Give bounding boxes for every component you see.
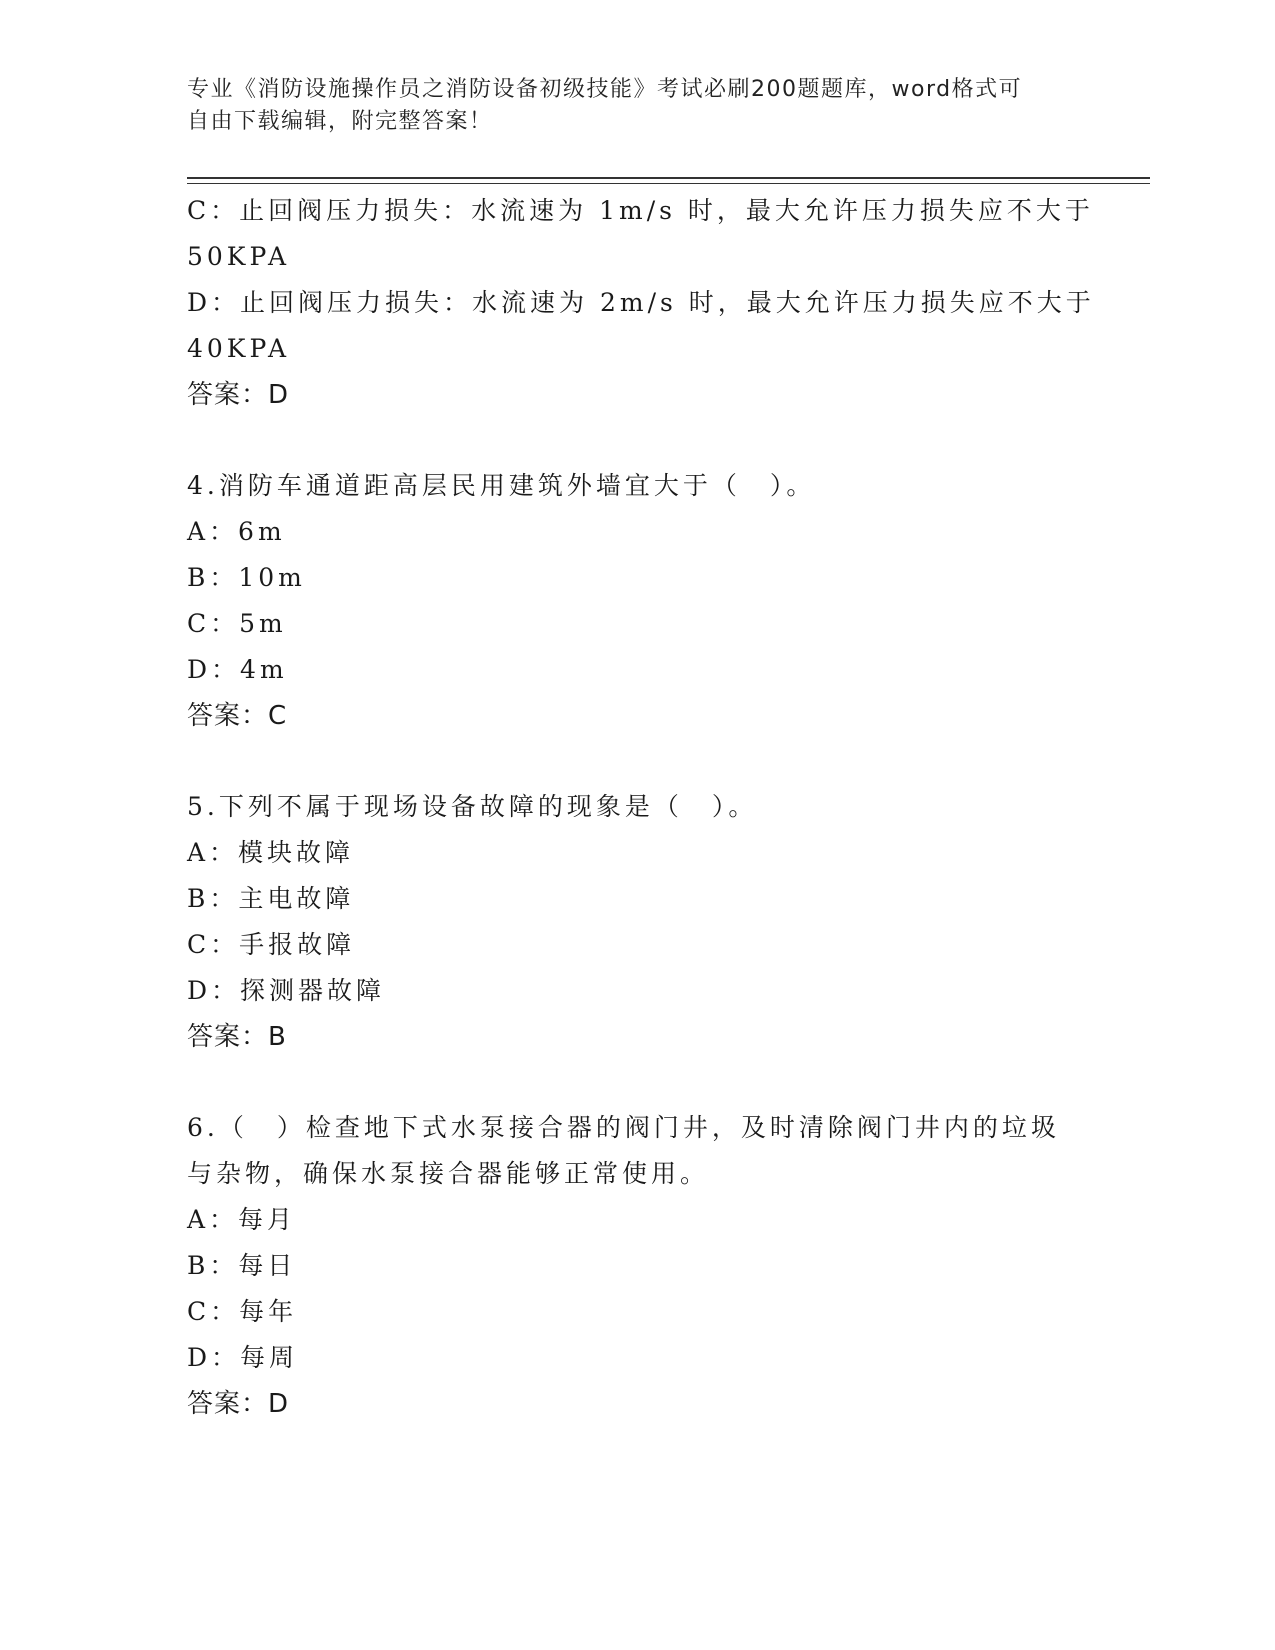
question-3-continued (187, 188, 1095, 418)
header-line-2: 自由下载编辑，附完整答案！ (187, 109, 493, 134)
option-c: C：5m (187, 609, 287, 638)
question-stem: 4.消防车通道距高层民用建筑外墙宜大于（ ）。 (187, 471, 816, 500)
question-stem-line-2: 与杂物，确保水泵接合器能够正常使用。 (187, 1159, 710, 1188)
header-line-1: 专业《消防设施操作员之消防设备初级技能》考试必刷200题题库，word格式可 (187, 77, 1023, 102)
option-d-line-2: 40KPA (187, 334, 291, 363)
option-b: B：主电故障 (187, 884, 355, 913)
option-b: B：10m (187, 563, 306, 592)
question-stem-line-1: 6.（ ）检查地下式水泵接合器的阀门井，及时清除阀门井内的垃圾 (187, 1113, 1060, 1142)
document-header (187, 74, 1067, 138)
option-c: C：手报故障 (187, 930, 356, 959)
spacer (187, 1060, 1067, 1105)
option-d: D：4m (187, 655, 288, 684)
answer-line: 答案：D (187, 1389, 290, 1419)
answer-line: 答案：D (187, 380, 290, 410)
header-rule-thick (187, 177, 1150, 179)
question-4 (187, 463, 1067, 739)
answer-line: 答案：B (187, 1022, 287, 1052)
option-a: A：模块故障 (187, 838, 355, 867)
question-stem: 5.下列不属于现场设备故障的现象是（ ）。 (187, 792, 758, 821)
question-6 (187, 1105, 1067, 1427)
option-a: A：每月 (187, 1205, 297, 1234)
question-content (187, 188, 1095, 1427)
option-a: A：6m (187, 517, 286, 546)
option-c-line-1: C：止回阀压力损失：水流速为 1m/s 时，最大允许压力损失应不大于 (187, 196, 1094, 225)
question-5 (187, 784, 1067, 1060)
header-rule-thin (187, 183, 1150, 184)
spacer (187, 739, 1067, 784)
option-c-line-2: 50KPA (187, 242, 291, 271)
option-d: D：每周 (187, 1343, 299, 1372)
option-c: C：每年 (187, 1297, 298, 1326)
option-b: B：每日 (187, 1251, 297, 1280)
option-d: D：探测器故障 (187, 976, 386, 1005)
option-d-line-1: D：止回阀压力损失：水流速为 2m/s 时，最大允许压力损失应不大于 (187, 288, 1095, 317)
spacer (187, 418, 1067, 463)
answer-line: 答案：C (187, 701, 288, 731)
